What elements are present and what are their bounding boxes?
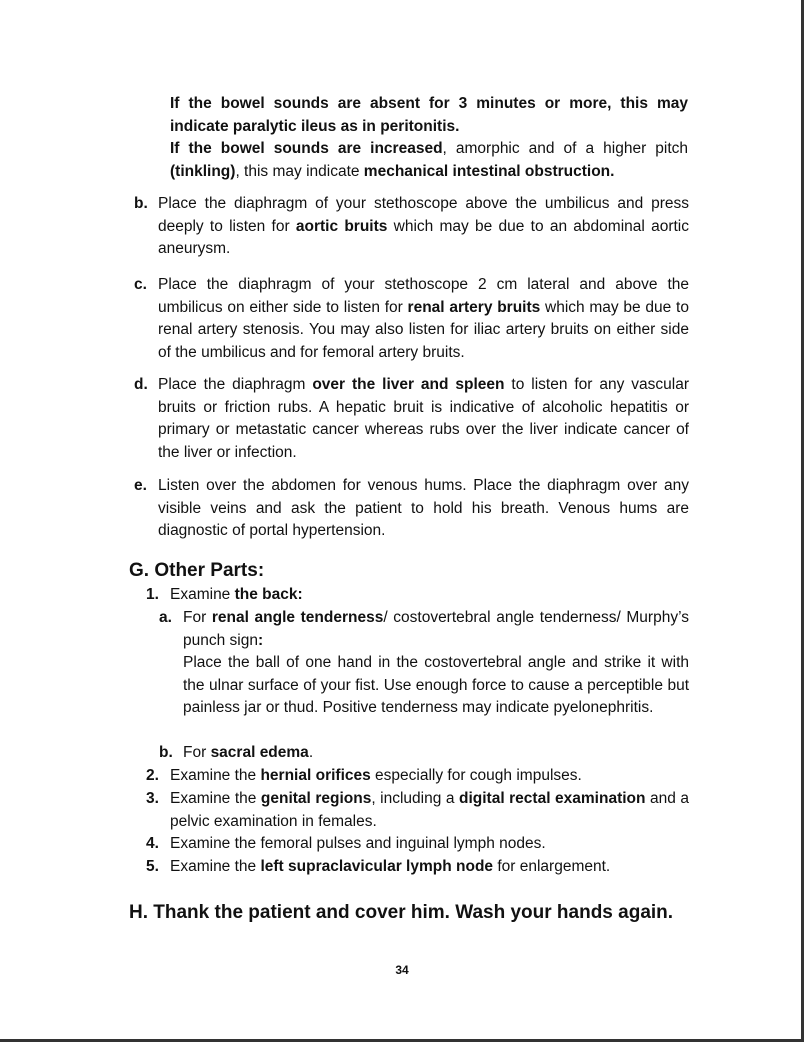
section-h-heading: H. Thank the patient and cover him. Wash your hands again. [129,902,674,923]
numbered-item-2 [146,765,689,788]
list-item-text: Examine the hernial orifices especially for cough impulses. [170,767,582,784]
list-item-b [134,193,689,261]
list-label: 4. [146,835,159,852]
list-item-text: Place the diaphragm of your stethoscope 2 cm lateral and above the umbilicus on either side to listen for renal artery bruits which may be due to renal artery stenosis. You may also listen for iliac artery bruits on either side of the umbilicus and for femoral artery bruits. [158,276,689,361]
numbered-item-3 [146,788,689,833]
list-label: b. [134,195,148,212]
list-label: 2. [146,767,159,784]
punch-technique-text: Place the ball of one hand in the costovertebral angle and strike it with the ulnar surface of your fist. Use enough force to cause a perceptible but painless jar or thud. Positive tenderness may indicate pyelonephritis. [183,654,689,716]
list-item-text: Place the diaphragm over the liver and spleen to listen for any vascular bruits or friction rubs. A hepatic bruit is indicative of alcoholic hepatitis or primary or metastatic cancer whereas rubs over the liver indicate cancer of the liver or infection. [158,376,689,461]
list-label: e. [134,477,147,494]
absent-bowel-sounds-text: If the bowel sounds are absent for 3 minutes or more, this may indicate paralytic ileus as in peritonitis. [170,95,688,135]
list-item-text: Examine the genital regions, including a digital rectal examination and a pelvic examination in females. [170,790,689,830]
list-item-text: Examine the back: [170,586,303,603]
list-label: d. [134,376,148,393]
list-item-d [134,374,689,464]
sub-item-body [183,607,689,720]
list-item-text: For sacral edema. [183,744,314,761]
list-label: b. [159,744,173,761]
list-label: c. [134,276,147,293]
list-item-e [134,475,689,543]
list-item-text: Examine the left supraclavicular lymph node for enlargement. [170,858,611,875]
list-label: 5. [146,858,159,875]
increased-bowel-sounds-text: If the bowel sounds are increased, amorphic and of a higher pitch (tinkling), this may indicate mechanical intestinal obstruction. [170,140,688,180]
list-item-c [134,274,689,364]
bowel-sounds-notes [170,93,688,183]
list-label: 1. [146,586,159,603]
list-item-text: Examine the femoral pulses and inguinal lymph nodes. [170,835,546,852]
section-g-heading: G. Other Parts: [129,560,265,581]
sub-item-a [159,607,689,720]
numbered-item-4 [146,833,689,856]
numbered-item-1 [146,584,689,607]
sub-item-b [159,742,689,765]
list-label: 3. [146,790,159,807]
list-label: a. [159,609,172,626]
page-number: 34 [395,963,409,977]
renal-angle-text: For renal angle tenderness/ costovertebral angle tenderness/ Murphy’s punch sign: [183,609,689,649]
list-item-text: Place the diaphragm of your stethoscope above the umbilicus and press deeply to listen for aortic bruits which may be due to an abdominal aortic aneurysm. [158,195,689,257]
list-item-text: Listen over the abdomen for venous hums. Place the diaphragm over any visible veins and ask the patient to hold his breath. Venous hums are diagnostic of portal hypertension. [158,477,689,539]
numbered-item-5 [146,856,689,879]
